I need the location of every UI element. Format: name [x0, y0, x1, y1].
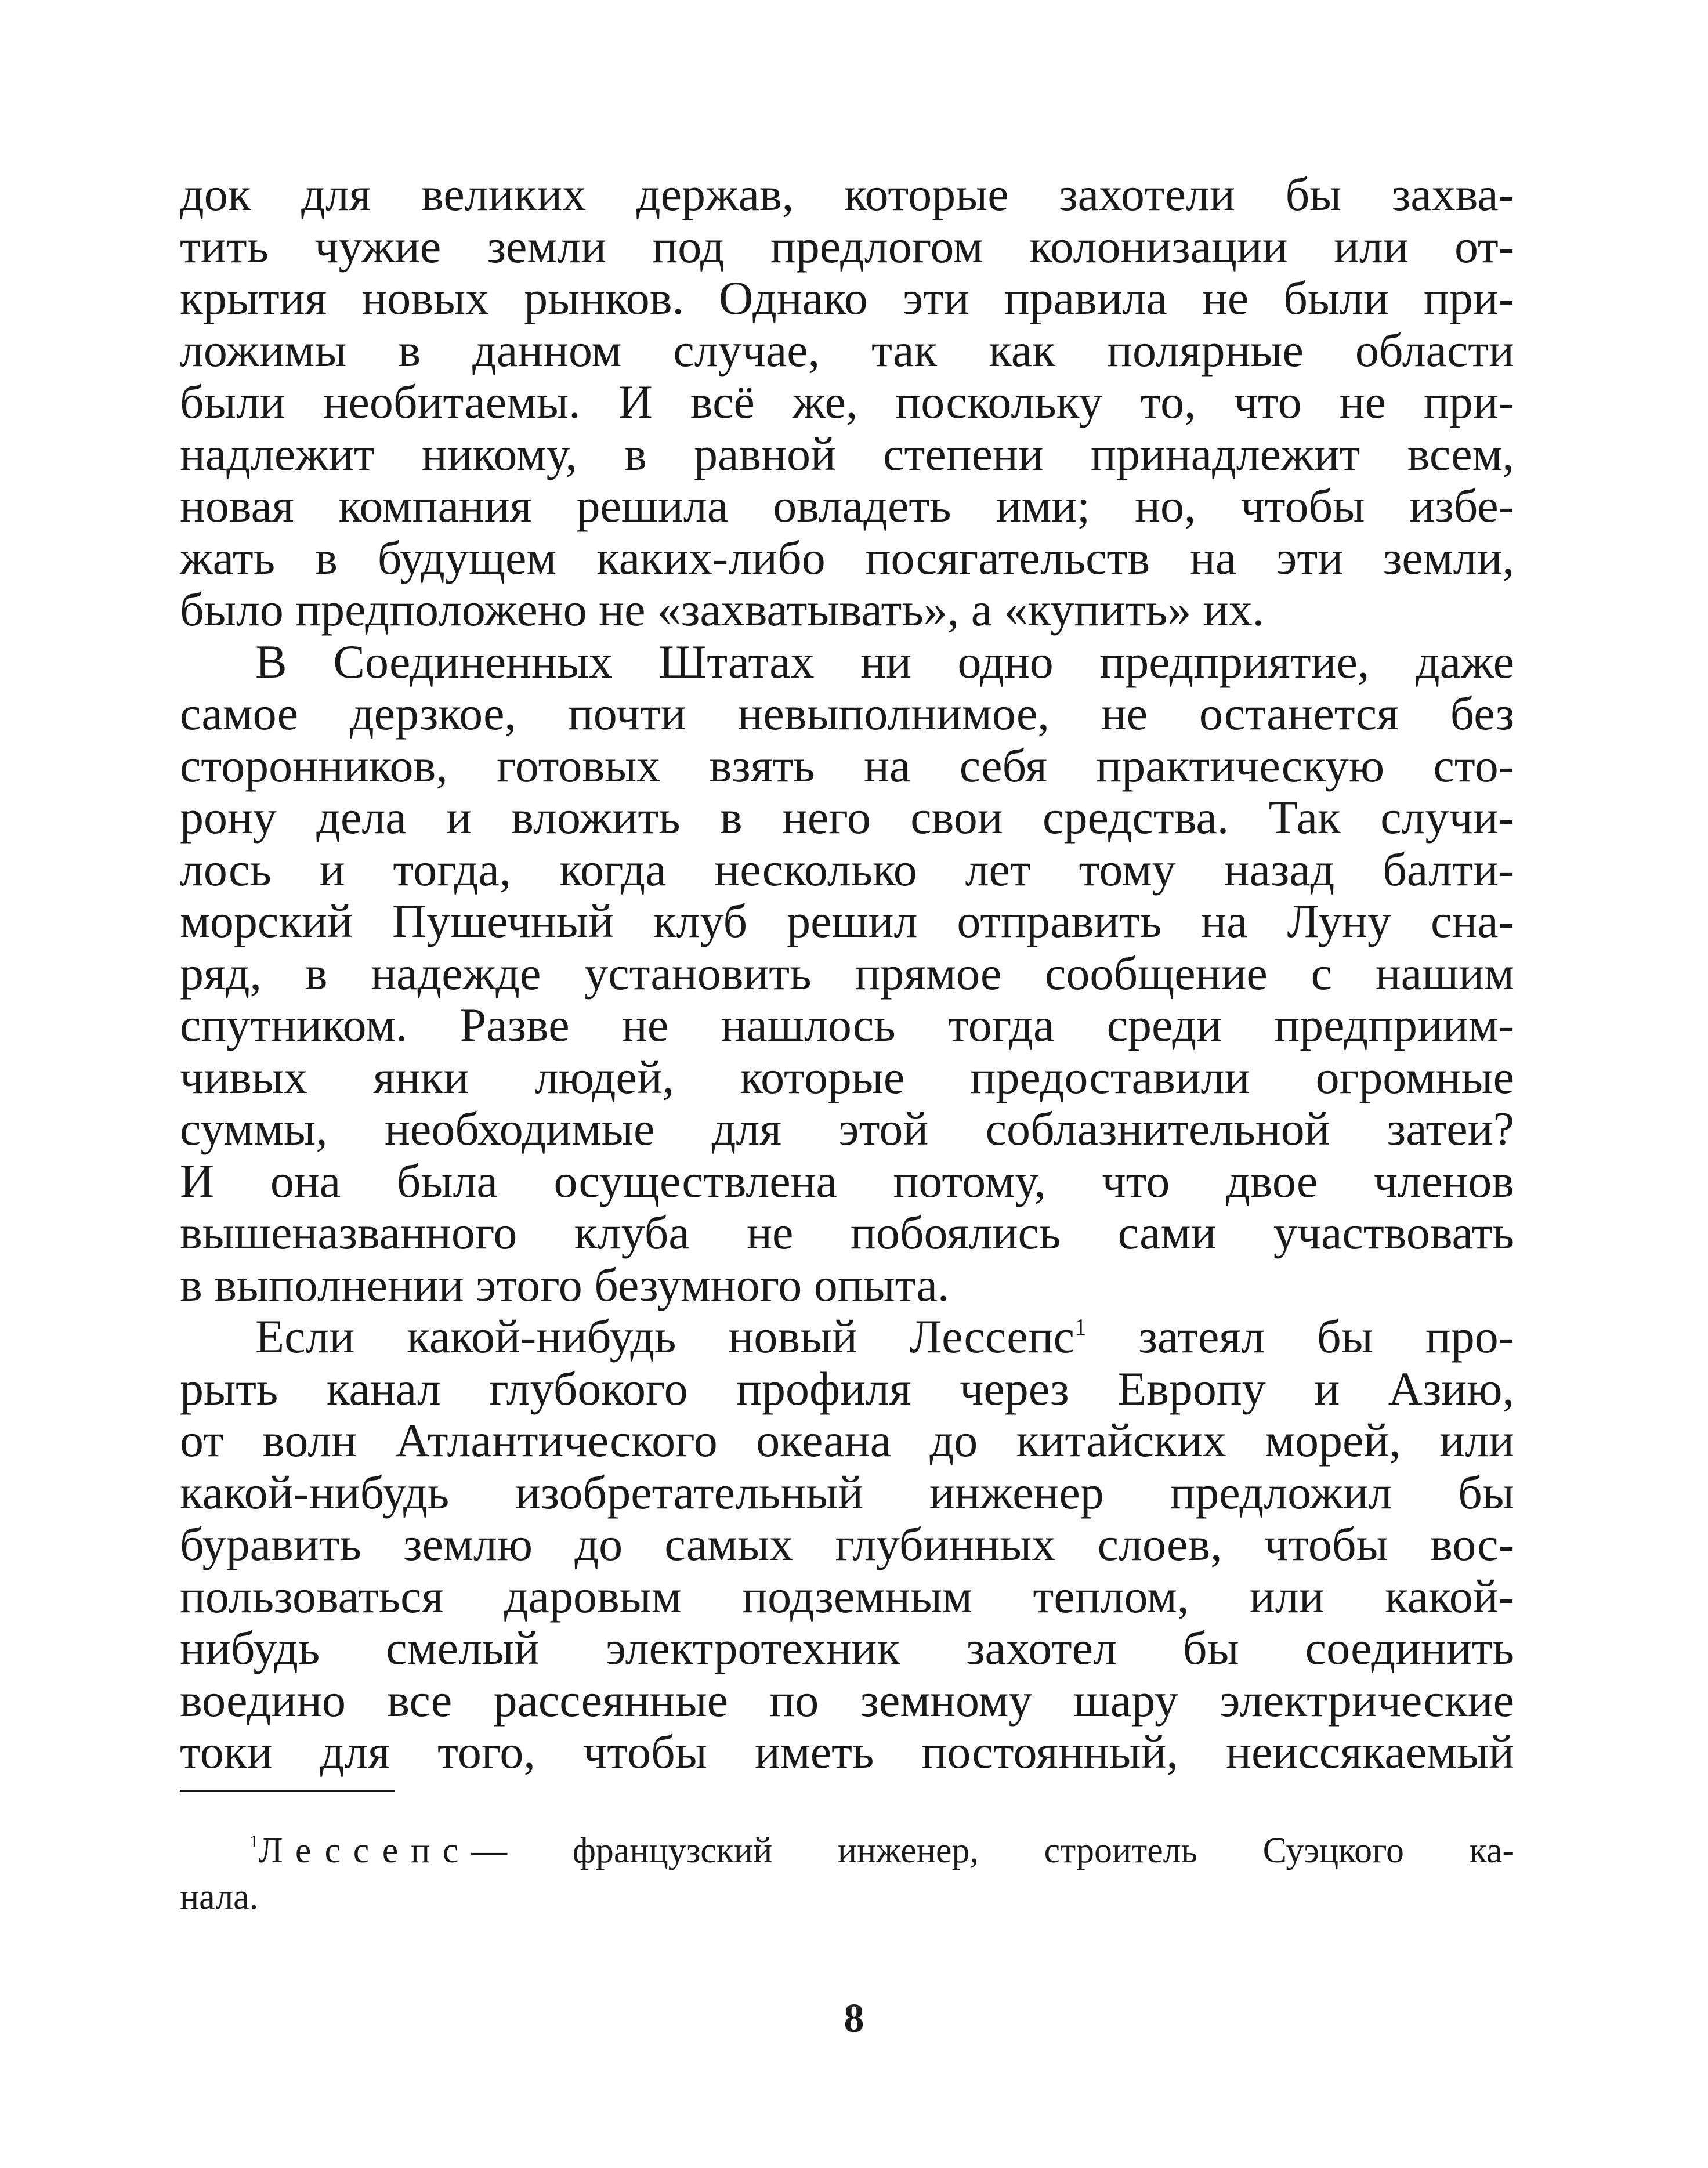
text-line: воедино все рассеянные по земному шару электрические: [180, 1673, 1514, 1727]
text-line: вышеназванного клуба не побоялись сами участвовать: [180, 1206, 1514, 1259]
footnote-line: нала.: [180, 1877, 259, 1917]
footnote-line: [180, 1827, 1514, 1874]
text-line: было предположено не «захватывать», а «купить» их.: [180, 583, 1265, 636]
paragraph-start-line: В Соединенных Штатах ни одно предприятие, даже: [255, 635, 1514, 688]
footnote-text: — французский инженер, строитель Суэцкого ка-: [471, 1831, 1514, 1870]
text-line: чивых янки людей, которые предоставили огромные: [180, 1050, 1514, 1103]
text-line: ряд, в надежде установить прямое сообщение с нашим: [180, 946, 1514, 1000]
text-line: лось и тогда, когда несколько лет тому назад балти-: [180, 842, 1514, 896]
footnote-divider: [180, 1790, 395, 1792]
footnote: [180, 1827, 1514, 1920]
text-line: новая компания решила овладеть ими; но, чтобы избе-: [180, 479, 1514, 532]
text-line: от волн Атлантического океана до китайских морей, или: [180, 1414, 1514, 1467]
text-line: морский Пушечный клуб решил отправить на Луну сна-: [180, 895, 1514, 947]
text-line: тить чужие земли под предлогом колонизации или от-: [180, 219, 1514, 273]
text-fragment: Если какой-нибудь новый Лессепс: [255, 1310, 1074, 1363]
footnote-mark: 1: [249, 1831, 259, 1851]
text-line: буравить землю до самых глубинных слоев, чтобы вос-: [180, 1518, 1514, 1570]
main-text: [180, 168, 1514, 1778]
text-line: И она была осуществлена потому, что двое членов: [180, 1154, 1514, 1207]
text-line: ложимы в данном случае, так как полярные области: [180, 323, 1514, 377]
text-line: самое дерзкое, почти невыполнимое, не останется без: [180, 687, 1514, 740]
text-line: нибудь смелый электротехник захотел бы соединить: [180, 1622, 1514, 1674]
paragraph-start-line: [180, 1311, 1514, 1363]
text-line: в выполнении этого безумного опыта.: [180, 1258, 950, 1311]
footnote-term: Лессепс: [258, 1831, 472, 1870]
text-line: надлежит никому, в равной степени принадлежит всем,: [180, 427, 1514, 480]
text-line: жать в будущем каких-либо посягательств на эти земли,: [180, 531, 1514, 584]
text-line: какой-нибудь изобретательный инженер предложил бы: [180, 1465, 1514, 1519]
text-line: суммы, необходимые для этой соблазнительной затеи?: [180, 1102, 1514, 1155]
text-line: рону дела и вложить в него свои средства. Так случи-: [180, 791, 1514, 844]
page-number: 8: [844, 1996, 864, 2041]
text-line: спутником. Разве не нашлось тогда среди предприим-: [180, 998, 1514, 1051]
text-line: док для великих держав, которые захотели бы захва-: [180, 168, 1514, 220]
text-fragment: затеял бы про-: [1138, 1310, 1515, 1363]
text-line: были необитаемы. И всё же, поскольку то, что не при-: [180, 375, 1514, 428]
text-line: пользоваться даровым подземным теплом, или какой-: [180, 1569, 1514, 1623]
footnote-reference: 1: [1074, 1313, 1087, 1340]
text-line: сторонников, готовых взять на себя практическую сто-: [180, 739, 1514, 792]
text-line: крытия новых рынков. Однако эти правила не были при-: [180, 272, 1514, 324]
text-line: токи для того, чтобы иметь постоянный, неиссякаемый: [180, 1725, 1514, 1778]
text-line: рыть канал глубокого профиля через Европу и Азию,: [180, 1362, 1514, 1415]
